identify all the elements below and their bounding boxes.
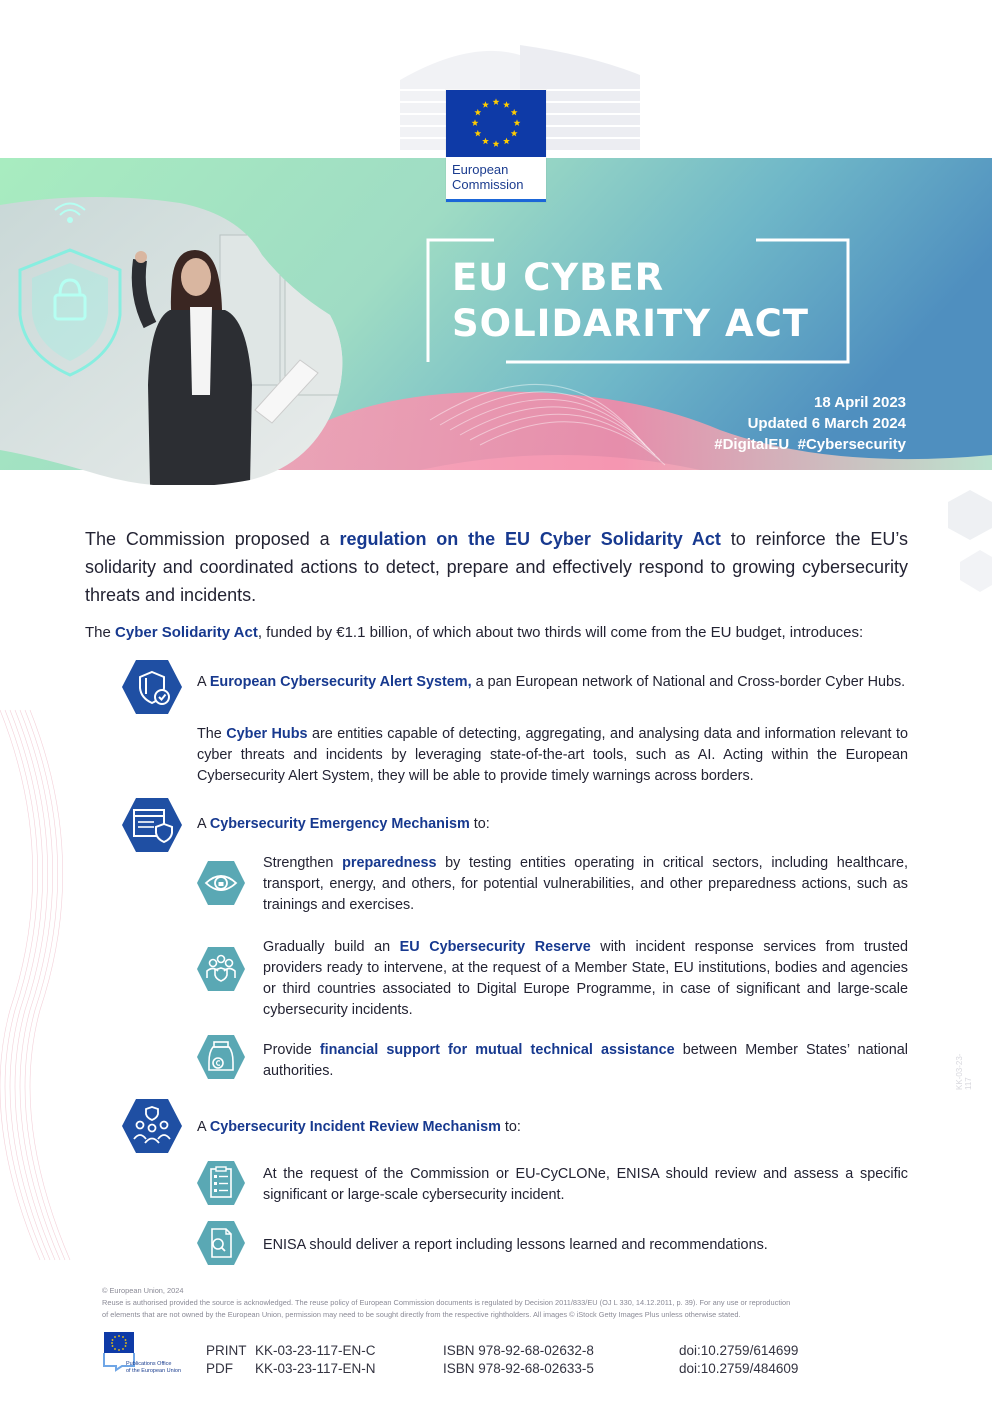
- format-labels: PRINT PDF: [206, 1343, 247, 1376]
- catalogue-codes: KK-03-23-117-EN-C KK-03-23-117-EN-N: [255, 1343, 376, 1376]
- intro-paragraph: The Commission proposed a regulation on the EU Cyber Solidarity Act to reinforce the EU’s solidarity and coordinated actions to detect, prepare and effectively respond to growing cybersecurity threats and incidents.: [85, 529, 908, 605]
- shield-check-icon: [120, 658, 184, 716]
- lead-highlight: Cyber Solidarity Act: [115, 624, 258, 641]
- lead-paragraph: The Cyber Solidarity Act, funded by €1.1 billion, of which about two thirds will come from the EU budget, introduces:: [85, 624, 864, 641]
- eu-star: [503, 138, 510, 145]
- section1-cyber-hubs: The Cyber Hubs are entities capable of detecting, aggregating, and analysing data and information relevant to cyber threats and incidents by leveraging state-of-the-art tools, such as AI. Acting within the European Cybersecurity Alert System, they will be able to provide timely warnings across borders.: [197, 726, 908, 784]
- people-shield-icon: [196, 946, 246, 992]
- hashtags: #DigitalEU #Cybersecurity: [714, 436, 906, 453]
- european-commission-logo: [446, 90, 546, 202]
- section2-item1: Strengthen preparedness by testing entities operating in critical sectors, including healthcare, transport, energy, and others, for potential vulnerabilities, and other preparedness actions, such as trainings and exercises.: [263, 855, 908, 913]
- page-title: EU CYBER SOLIDARITY ACT: [452, 256, 809, 345]
- legal-notice: [102, 1285, 842, 1321]
- cyber-hubs-highlight: Cyber Hubs: [226, 726, 308, 742]
- eu-flag: [446, 90, 546, 157]
- updated-date: Updated 6 March 2024: [747, 415, 906, 432]
- eu-star: [493, 98, 500, 105]
- eu-star: [474, 109, 481, 116]
- left-decor-lines: [0, 560, 110, 1280]
- money-jar-icon: [196, 1034, 246, 1080]
- eu-star: [511, 130, 518, 137]
- hero-photo: [0, 195, 345, 485]
- eu-star: [472, 119, 479, 126]
- eu-stars-icon: [446, 90, 546, 157]
- eu-star: [503, 101, 510, 108]
- eu-star: [514, 119, 521, 126]
- copyright: © European Union, 2024: [102, 1286, 184, 1295]
- eu-star: [482, 138, 489, 145]
- legal-line1: Reuse is authorised provided the source is acknowledged. The reuse policy of European Commission documents is regulated by Decision 2011/833/EU (OJ L 330, 14.12.2011, p. 39). For any use or reproduction: [102, 1298, 791, 1307]
- section2-item3: Provide financial support for mutual technical assistance between Member States’ national authorities.: [263, 1042, 909, 1079]
- eu-star: [482, 101, 489, 108]
- legal-line2: of elements that are not owned by the European Union, permission may need to be sought directly from the respective rightholders. All images © iStock Getty Images Plus unless otherwise stated.: [102, 1310, 741, 1319]
- team-review-icon: [120, 1097, 184, 1155]
- section3-heading: A Cybersecurity Incident Review Mechanism to:: [197, 1119, 521, 1135]
- publication-date: 18 April 2023: [814, 394, 906, 411]
- section1-highlight: European Cybersecurity Alert System,: [209, 674, 472, 690]
- logo-underline: [446, 199, 546, 202]
- right-decor-hexes: [920, 480, 992, 740]
- date-block: [714, 392, 906, 455]
- browser-shield-icon: [120, 796, 184, 854]
- isbn-codes: ISBN 978-92-68-02632-8 ISBN 978-92-68-02633-5: [443, 1343, 594, 1376]
- intro-highlight: regulation on the EU Cyber Solidarity Act: [339, 529, 721, 549]
- checklist-icon: [196, 1160, 246, 1206]
- section2-heading: A Cybersecurity Emergency Mechanism to:: [197, 816, 490, 832]
- section3-item2: ENISA should deliver a report including lessons learned and recommendations.: [263, 1237, 768, 1253]
- logo-line1: European: [452, 162, 509, 177]
- eu-star: [493, 140, 500, 147]
- section2-highlight: Cybersecurity Emergency Mechanism: [209, 816, 470, 832]
- eu-star: [474, 130, 481, 137]
- eye-lock-icon: [196, 860, 246, 906]
- document-search-icon: [196, 1220, 246, 1266]
- doi-codes: doi:10.2759/614699 doi:10.2759/484609: [679, 1343, 799, 1376]
- section1-heading: A European Cybersecurity Alert System, a pan European network of National and Cross-border Cyber Hubs.: [197, 674, 906, 690]
- section3-item1: At the request of the Commission or EU-CyCLONe, ENISA should review and assess a specific significant or large-scale cybersecurity incident.: [263, 1166, 908, 1203]
- logo-line2: Commission: [452, 177, 524, 192]
- section3-highlight: Cybersecurity Incident Review Mechanism: [209, 1119, 501, 1135]
- eu-star: [511, 109, 518, 116]
- side-catalogue-code: KK-03-23-117: [955, 1053, 973, 1090]
- section2-item2: Gradually build an EU Cybersecurity Reserve with incident response services from trusted providers ready to intervene, at the request of a Member State, EU institutions, bodies and agencies or third countries associated to Digital Europe Programme, in case of significant and large-scale cybersecurity incidents.: [263, 939, 908, 1018]
- hero-banner: [0, 0, 992, 500]
- publications-office-text: Publications Office of the European Union: [126, 1361, 182, 1374]
